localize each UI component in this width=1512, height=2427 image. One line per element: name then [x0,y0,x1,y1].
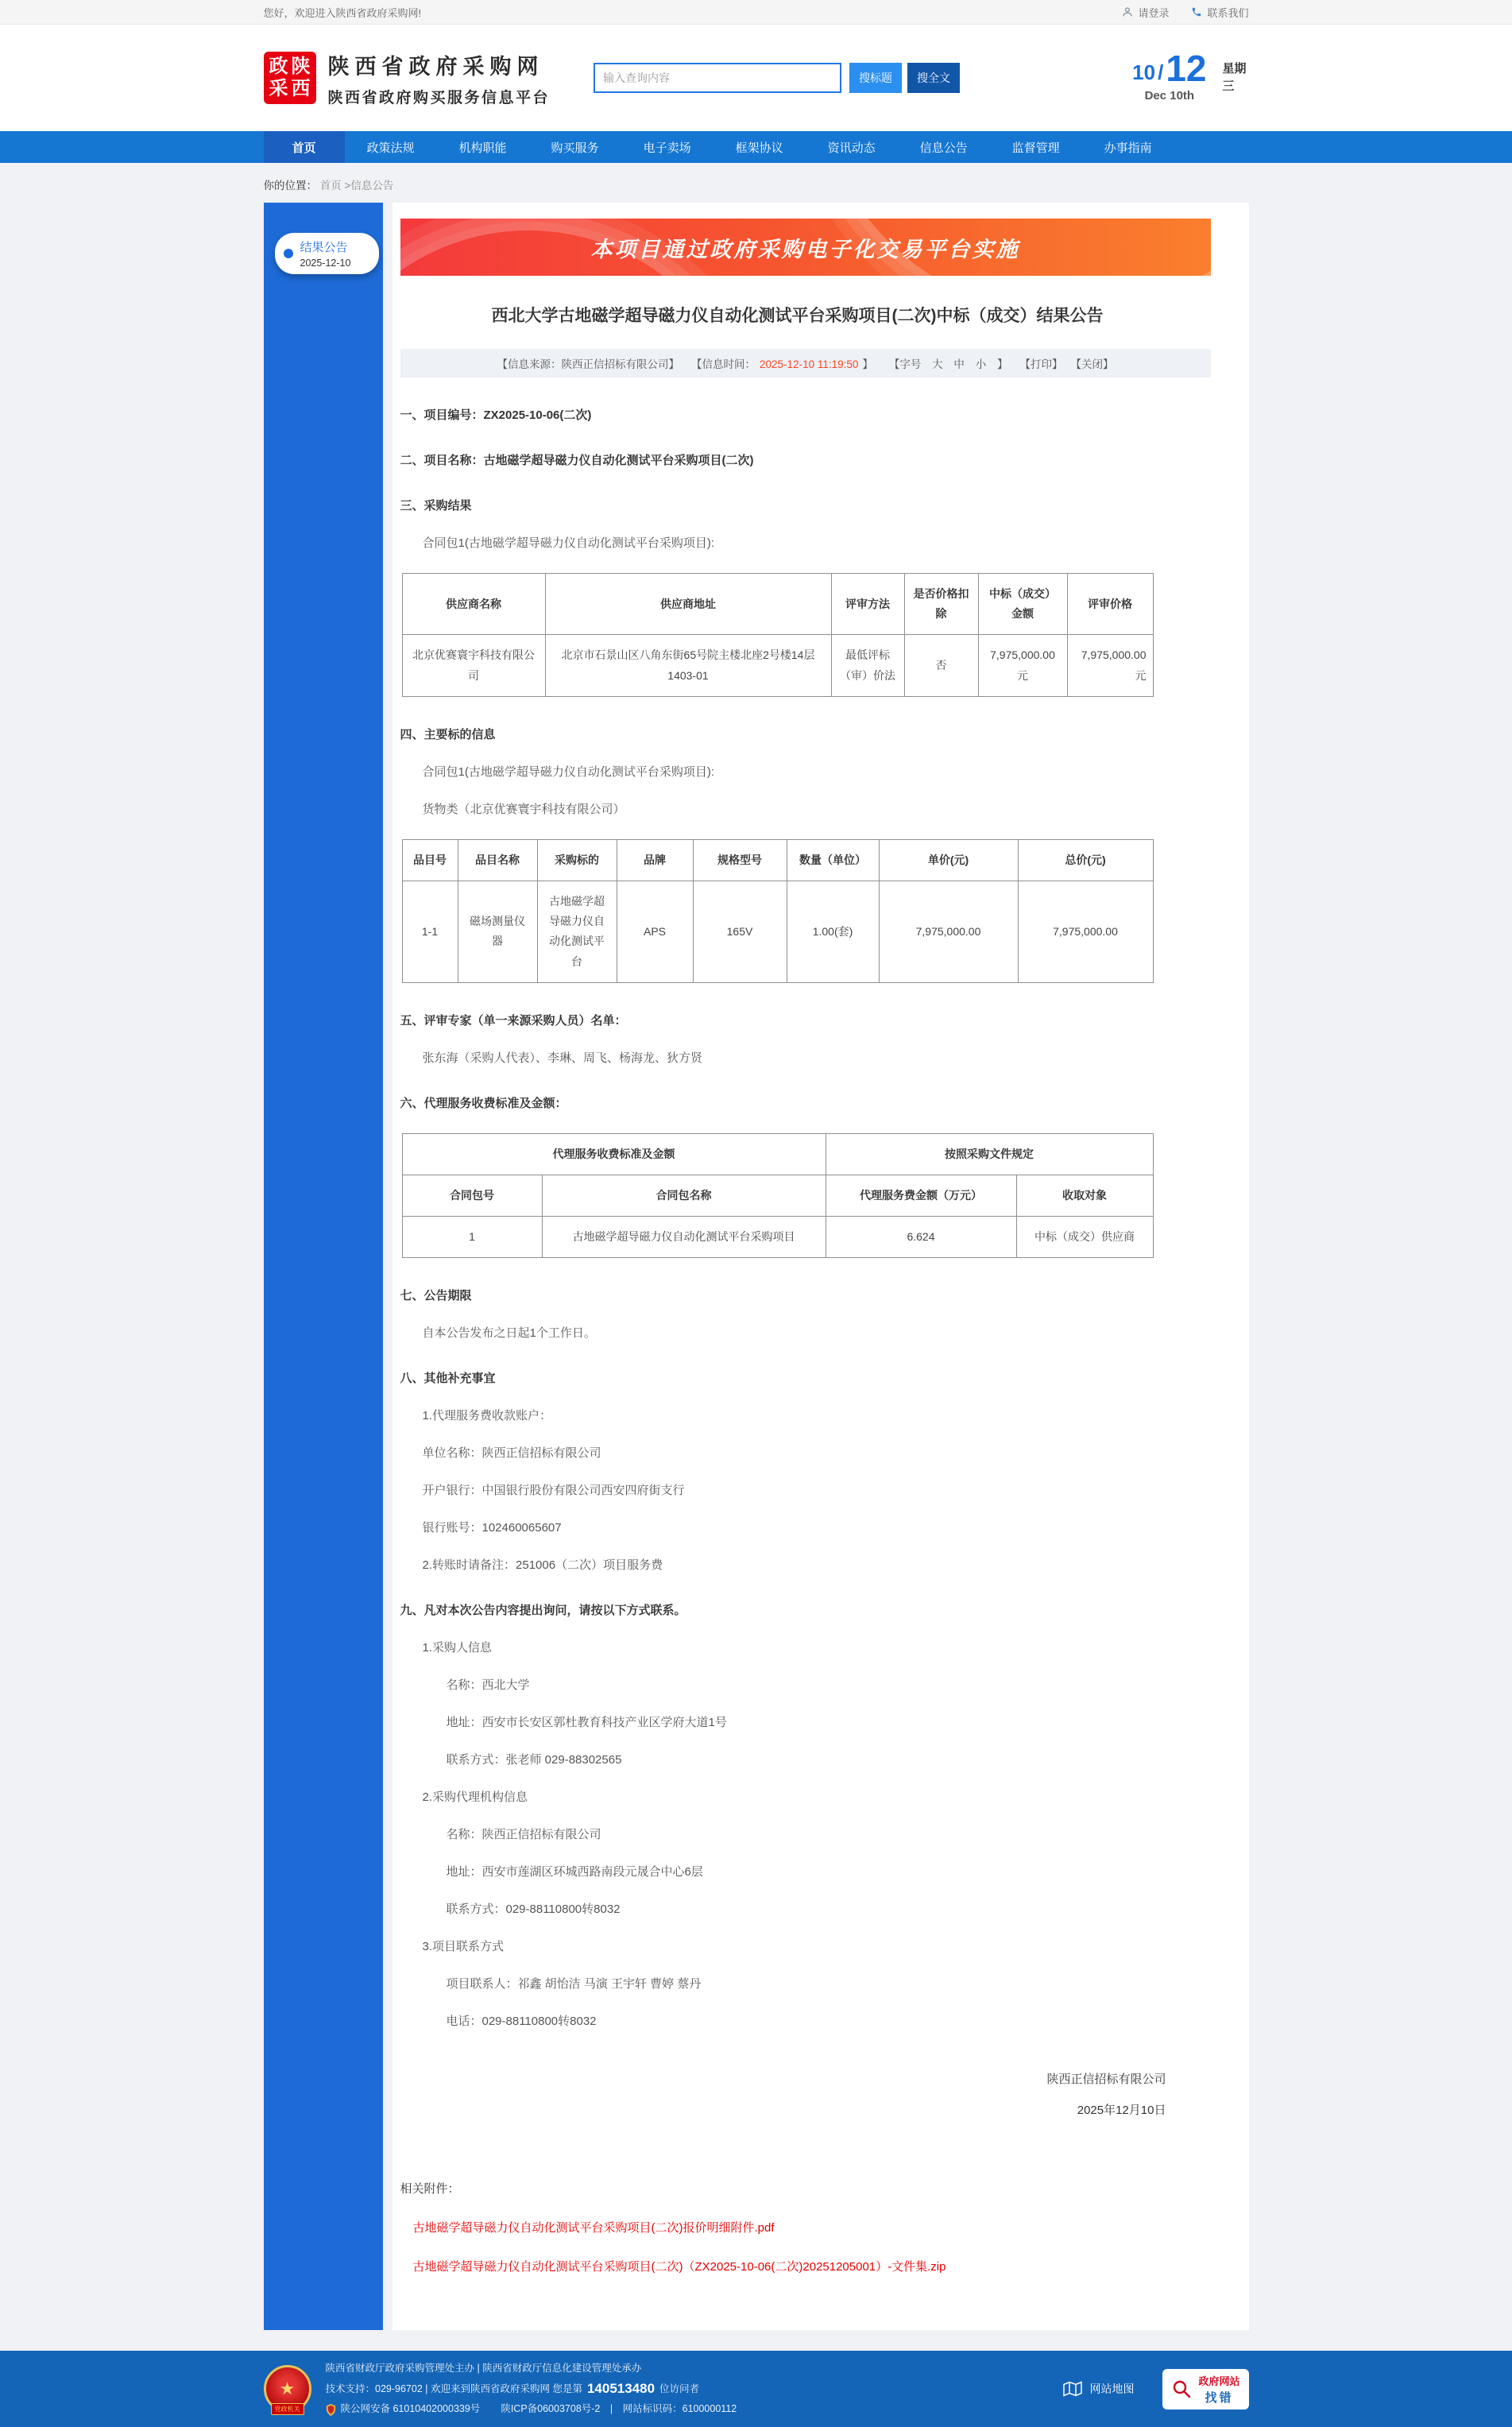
attachments-heading: 相关附件： [400,2182,460,2197]
section-4-goods-type: 货物类（北京优赛寰宇科技有限公司） [422,802,625,816]
user-icon [1122,6,1133,17]
nav-item-supervision[interactable]: 监督管理 [1011,141,1060,155]
meta-time: 【信息时间： 2025-12-10 11:19:50 】 [691,358,873,370]
website-error-report-badge[interactable]: 政府网站 找错 [1162,2369,1248,2410]
section-1-project-number: 一、项目编号：ZX2025-10-06(二次) [400,408,592,422]
site-logo: 政 陕 采 西 [264,52,316,104]
award-amount-cell: 7,975,000.00元 [978,635,1067,696]
emblem-label: 党政机关 [271,2403,304,2415]
section-8-line: 2.转账时请备注：251006（二次）项目服务费 [422,1558,663,1573]
dot-icon [284,249,293,258]
map-icon [1063,2381,1082,2397]
agency-fee-group-header: 按照采购文件规定 [826,1133,1153,1175]
breadcrumb-current-link[interactable]: 信息公告 [350,180,394,192]
item-number-cell: 1-1 [402,881,458,982]
buyer-contact: 联系方式：张老师 029-88302565 [446,1753,622,1767]
attachment-link-zip[interactable]: 古地磁学超导磁力仪自动化测试平台采购项目(二次)（ZX2025-10-06(二次)20251205001）-文件集.zip [412,2260,946,2274]
agency-fee-header: 代理服务费金额（万元） [826,1175,1016,1216]
table-row [402,635,1153,696]
announcement-title: 西北大学古地磁学超导磁力仪自动化测试平台采购项目(二次)中标（成交）结果公告 [491,307,1104,325]
buyer-name: 名称：西北大学 [446,1678,530,1693]
model-cell: 165V [693,881,787,982]
items-table-header: 数量（单位） [787,839,879,881]
breadcrumb-sep: > [344,180,351,192]
section-8-line: 1.代理服务费收款账户： [422,1409,552,1423]
agency-fee-group-header: 代理服务收费标准及金额 [402,1133,826,1175]
banner-text: 本项目通过政府采购电子化交易平台实施 [590,237,1020,261]
site-subtitle: 陕西省政府购买服务信息平台 [327,89,551,106]
items-table-header: 采购标的 [537,839,617,881]
signature-date: 2025年12月10日 [1077,2104,1166,2118]
footer-organizer-line: 陕西省财政厅政府采购管理处主办 | 陕西省财政厅信息化建设管理处承办 [325,2362,642,2374]
supplier-table-header: 评审价格 [1067,574,1153,635]
fee-payer-cell: 中标（成交）供应商 [1016,1217,1153,1258]
items-table-header: 品目号 [402,839,458,881]
brand[interactable] [264,49,551,107]
nav-item-news[interactable]: 资讯动态 [827,141,876,155]
icp-beian-link[interactable]: 陕ICP备06003708号-2 | 网站标识码：6100000112 [501,2403,737,2415]
date-day: 12 [1166,47,1207,89]
project-contact-heading: 3.项目联系方式 [422,1940,505,1954]
section-4-heading: 四、主要标的信息 [400,727,496,741]
table-header-row [402,574,1153,635]
contact-us-link[interactable]: 联系我们 [1191,5,1248,20]
quantity-cell: 1.00(套) [787,881,879,982]
date-display: 10 / 12 Dec 10th 星期三 [1132,53,1248,103]
section-5-expert-names: 张东海（采购人代表）、李琳、周飞、杨海龙、狄方贤 [422,1051,703,1065]
section-2-project-name: 二、项目名称：古地磁学超导磁力仪自动化测试平台采购项目(二次) [400,454,754,467]
package-number-cell: 1 [402,1217,542,1258]
meta-time-value: 2025-12-10 11:19:50 [760,358,859,370]
price-deduction-cell: 否 [904,635,978,696]
site-footer [0,2351,1512,2427]
section-4-package: 合同包1(古地磁学超导磁力仪自动化测试平台采购项目): [422,764,715,779]
search-bar [594,63,960,93]
signature-block [400,2070,1211,2118]
section-7-heading: 七、公告期限 [400,1289,472,1303]
shield-icon [326,2404,336,2416]
print-button[interactable]: 【打印】 [1019,358,1063,370]
nav-item-policies[interactable]: 政策法规 [366,141,415,155]
agency-info-heading: 2.采购代理机构信息 [422,1790,528,1805]
section-5-heading: 五、评审专家（单一来源采购人员）名单： [400,1013,627,1028]
agency-address: 地址：西安市莲湖区环城西路南段元晟合中心6层 [446,1865,703,1879]
table-header-row [402,839,1153,881]
footer-text-block: 陕西省财政厅政府采购管理处主办 | 陕西省财政厅信息化建设管理处承办 技术支持：029-96702 | 欢迎来到陕西省政府采购网 您是第 140513480 位访问者 陕公网安备 61010402000339号 陕ICP备06003708号-2 | 网站标识码：6100000112 [326,2359,737,2420]
search-title-button[interactable]: 搜标题 [849,63,902,93]
supplier-table-header: 中标（成交）金额 [978,574,1067,635]
supplier-table-header: 供应商名称 [402,574,545,635]
brand-cell: APS [617,881,693,982]
table-row [402,1217,1153,1258]
section-8-heading: 八、其他补充事宜 [400,1372,496,1386]
items-table-header: 单价(元) [879,839,1018,881]
table-row [402,881,1153,982]
attachment-link-pdf[interactable]: 古地磁学超导磁力仪自动化测试平台采购项目(二次)报价明细附件.pdf [412,2221,775,2235]
procurement-target-cell: 古地磁学超导磁力仪自动化测试平台 [537,881,617,982]
platform-banner [400,219,1211,276]
breadcrumb: 你的位置： 首页 >信息公告 [263,180,394,192]
announcement-card [393,203,1249,2330]
government-emblem-icon: ★ 党政机关 [264,2365,311,2413]
nav-item-home[interactable]: 首页 [264,131,345,163]
supplier-name-cell: 北京优赛寰宇科技有限公司 [402,635,545,696]
items-table-header: 总价(元) [1018,839,1153,881]
meta-source: 【信息来源：陕西正信招标有限公司】 [497,358,680,370]
supplier-table-header: 供应商地址 [545,574,831,635]
buyer-address: 地址：西安市长安区郭杜教育科技产业区学府大道1号 [446,1716,727,1730]
section-9-heading: 九、凡对本次公告内容提出询问，请按以下方式联系。 [400,1604,686,1618]
visitor-count: 140513480 [586,2381,655,2397]
items-table-header: 品牌 [617,839,693,881]
close-button[interactable]: 【关闭】 [1070,358,1114,370]
section-8-line: 单位名称：陕西正信招标有限公司 [422,1446,601,1461]
section-8-line: 银行账号：102460065607 [422,1521,562,1535]
agency-fee-header: 合同包名称 [542,1175,826,1216]
search-fulltext-button[interactable]: 搜全文 [907,63,960,93]
agency-contact: 联系方式：029-88110800转8032 [446,1903,621,1917]
total-price-cell: 7,975,000.00 [1018,881,1153,982]
item-name-cell: 磁场测量仪器 [458,881,537,982]
greeting-text: 您好，欢迎进入陕西省政府采购网! [263,6,422,19]
agency-fee-header: 收取对象 [1016,1175,1153,1216]
table-group-header-row [402,1133,1153,1175]
sidebar-item-date: 2025-12-10 [300,257,351,269]
weekday-label: 星期三 [1222,61,1247,93]
section-6-heading: 六、代理服务收费标准及金额： [400,1096,567,1110]
content-region [0,163,1512,2351]
breadcrumb-home-link[interactable]: 首页 [319,180,342,192]
footer-support-line: 技术支持：029-96702 | 欢迎来到陕西省政府采购网 您是第 [325,2382,582,2394]
nav-item-announcements[interactable]: 信息公告 [919,141,968,155]
top-utility-bar [0,0,1512,25]
nav-item-purchase-services[interactable]: 购买服务 [551,141,599,155]
fontsize-medium-button[interactable]: 中 [953,358,965,370]
left-sidebar [264,203,383,2330]
sidebar-item-result-announcement[interactable] [275,233,379,274]
nav-item-service-guide[interactable]: 办事指南 [1104,141,1152,155]
review-method-cell: 最低评标（审）价法 [831,635,904,696]
site-header [0,25,1512,131]
login-link[interactable]: 请登录 [1122,5,1169,20]
nav-item-functions[interactable]: 机构职能 [458,141,507,155]
buyer-info-heading: 1.采购人信息 [422,1641,493,1655]
attachments-section [400,2180,1211,2274]
section-3-heading: 三、采购结果 [400,499,472,513]
meta-fontsize: 【字号 大 中 小 】 [888,358,1008,370]
police-beian-link[interactable]: 陕公网安备 61010402000339号 [340,2403,481,2415]
site-name: 陕西省政府采购网 [327,54,544,79]
magnifier-icon [1171,2379,1192,2399]
section-8-line: 开户银行：中国银行股份有限公司西安四府街支行 [422,1484,685,1498]
review-price-cell: 7,975,000.00元 [1067,635,1153,696]
phone-icon [1191,6,1202,17]
items-table-header: 品目名称 [458,839,537,881]
signature-company: 陕西正信招标有限公司 [1046,2073,1166,2087]
nav-item-e-marketplace[interactable]: 电子卖场 [643,141,691,155]
supplier-table-header: 评审方法 [831,574,904,635]
supplier-address-cell: 北京市石景山区八角东街65号院主楼北座2号楼14层1403-01 [545,635,831,696]
supplier-table-header: 是否价格扣除 [904,574,978,635]
sidebar-item-label: 结果公告 [300,241,348,254]
table-header-row [402,1175,1153,1216]
agency-name: 名称：陕西正信招标有限公司 [446,1828,601,1842]
project-phone: 电话：029-88110800转8032 [446,2015,597,2029]
agency-fee-table [402,1133,1154,1259]
section-3-package: 合同包1(古地磁学超导磁力仪自动化测试平台采购项目): [422,536,715,550]
agency-fee-header: 合同包号 [402,1175,542,1216]
main-nav [0,131,1512,163]
search-input[interactable] [594,63,841,93]
unit-price-cell: 7,975,000.00 [879,881,1018,982]
items-table-header: 规格型号 [693,839,787,881]
date-month: 10 [1132,60,1156,85]
sitemap-link[interactable]: 网站地图 [1063,2381,1134,2397]
fontsize-large-button[interactable]: 大 [932,358,943,370]
package-name-cell: 古地磁学超导磁力仪自动化测试平台采购项目 [542,1217,826,1258]
date-english: Dec 10th [1144,89,1195,103]
announcement-body [400,406,1211,2274]
section-7-text: 自本公告发布之日起1个工作日。 [422,1326,596,1341]
fontsize-small-button[interactable]: 小 [975,358,987,370]
project-contacts: 项目联系人：祁鑫 胡怡洁 马演 王宇轩 曹婷 蔡丹 [446,1977,702,1992]
nav-item-framework-agreements[interactable]: 框架协议 [735,141,783,155]
main-items-table [402,839,1154,983]
fee-amount-cell: 6.624 [826,1217,1016,1258]
supplier-result-table [402,573,1154,697]
article-meta-bar [400,349,1211,377]
